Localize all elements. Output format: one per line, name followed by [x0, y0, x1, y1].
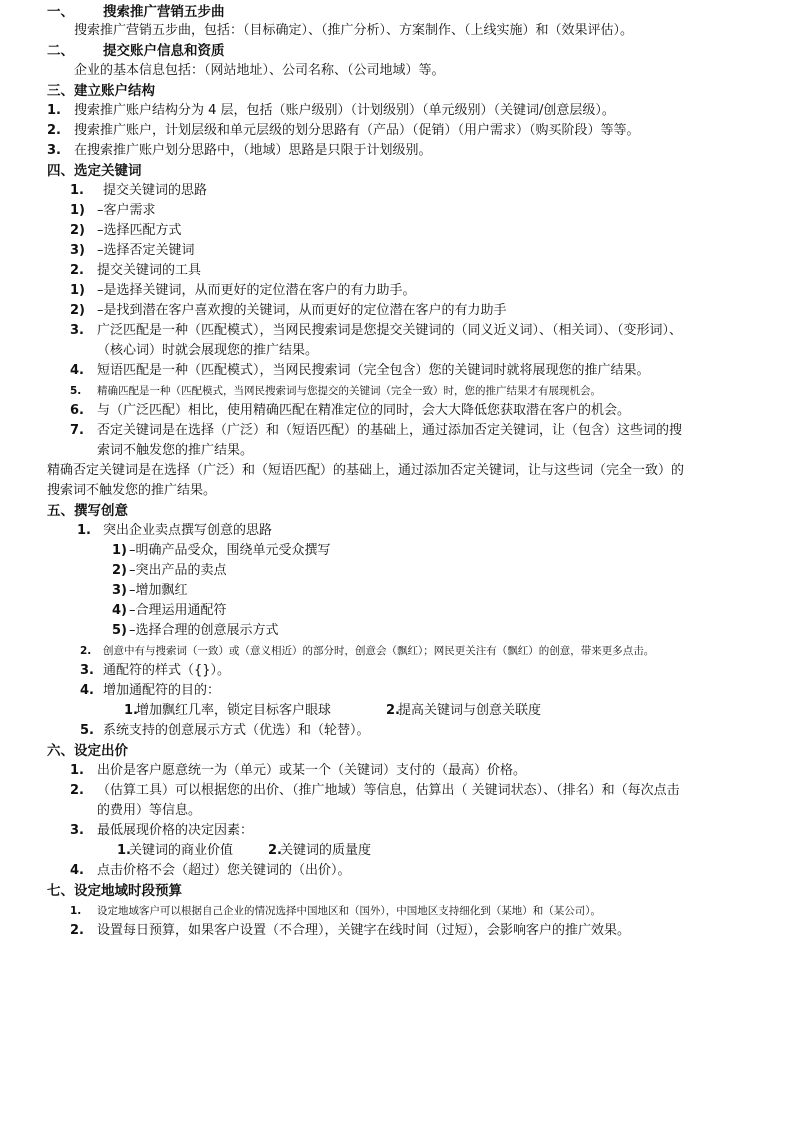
section-2-title: 提交账户信息和资质 — [103, 43, 225, 59]
section-2-number: 二、 — [47, 43, 74, 59]
section-1-title: 搜索推广营销五步曲 — [103, 4, 225, 20]
section-1-number: 一、 — [47, 4, 74, 20]
document-page: 一、 搜索推广营销五步曲 搜索推广营销五步曲，包括：（目标确定）、（推广分析）、方案制作、（上线实施）和（效果评估）。 二、 提交账户信息和资质 企业的基本信息包括：（网站地址）、公司名称、（公司地域）等。 三、建立账户结构 1. 搜索推广账户结构分为 4 层，包括（账户级别）（计划级别）（单元级别）（关键词/创意层级）。 2. 搜索推广账户，计划层级和单元层级的划分思路有（产品）（促销）（用户需求）（购买阶段）等等。 3. 在搜索推广账户划分思路中，（地域）思路是只限于计划级别。 四、选定关键词 1. 提交关键词的思路 1) –客户需求 2) –选择匹配方式 3) –选择否定关键词 2. 提交关键词的工具 1) –是选择关键词，从而更好的定位潜在客户的有力助手。 2) –是找到潜在客户喜欢搜的关键词，从而更好的定位潜在客户的有力助手 3. 广泛匹配是一种（匹配模式），当网民搜索词是您提交关键词的（同义近义词）、（相关词）、（变形词）、 （核心词）时就会展现您的推广结果。 4. 短语匹配是一种（匹配模式），当网民搜索词（完全包含）您的关键词时就将展现您的推广结果。 5. 精确匹配是一种（匹配模式，当网民搜索词与您提交的关键词（完全一致）时，您的推广结果才有展现机会。 6. 与（广泛匹配）相比，使用精确匹配在精准定位的同时，会大大降低您获取潜在客户的机会。 7. 否定关键词是在选择（广泛）和（短语匹配）的基础上，通过添加否定关键词，让（包含）这些词的搜 索词不触发您的推广结果。 精确否定关键词是在选择（广泛）和（短语匹配）的基础上，通过添加否定关键词，让与这些词（完全一致）的 搜索词不触发您的推广结果。 五、撰写创意 1. 突出企业卖点撰写创意的思路 1) –明确产品受众，围绕单元受众撰写 2) –突出产品的卖点 3) –增加飘红 4) –合理运用通配符 5) –选择合理的创意展示方式 2. 创意中有与搜索词（一致）或（意义相近）的部分时，创意会（飘红）；网民更关注有（飘红）的创意，带来更多点击。 3. 通配符的样式（{}）。 4. 增加通配符的目的： 1. 增加飘红几率，锁定目标客户眼球 2. 提高关键词与创意关联度 5. 系统支持的创意展示方式（优选）和（轮替）。 六、设定出价 1. 出价是客户愿意统一为（单元）或某一个（关键词）支付的（最高）价格。 2. （估算工具）可以根据您的出价、（推广地域）等信息，估算出（ 关键词状态）、（排名）和（每次点击 的费用）等信息。 3. 最低展现价格的决定因素： 1. 关键词的商业价值 2. 关键词的质量度 4. 点击价格不会（超过）您关键词的（出价）。 七、设定地域时段预算 1. 设定地域客户可以根据自己企业的情况选择中国地区和（国外），中国地区支持细化到（某地）和（某公司）。 2. 设置每日预算，如果客户设置（不合理），关键字在线时间（过短），会影响客户的推广效果。 — [47, 4, 685, 938]
